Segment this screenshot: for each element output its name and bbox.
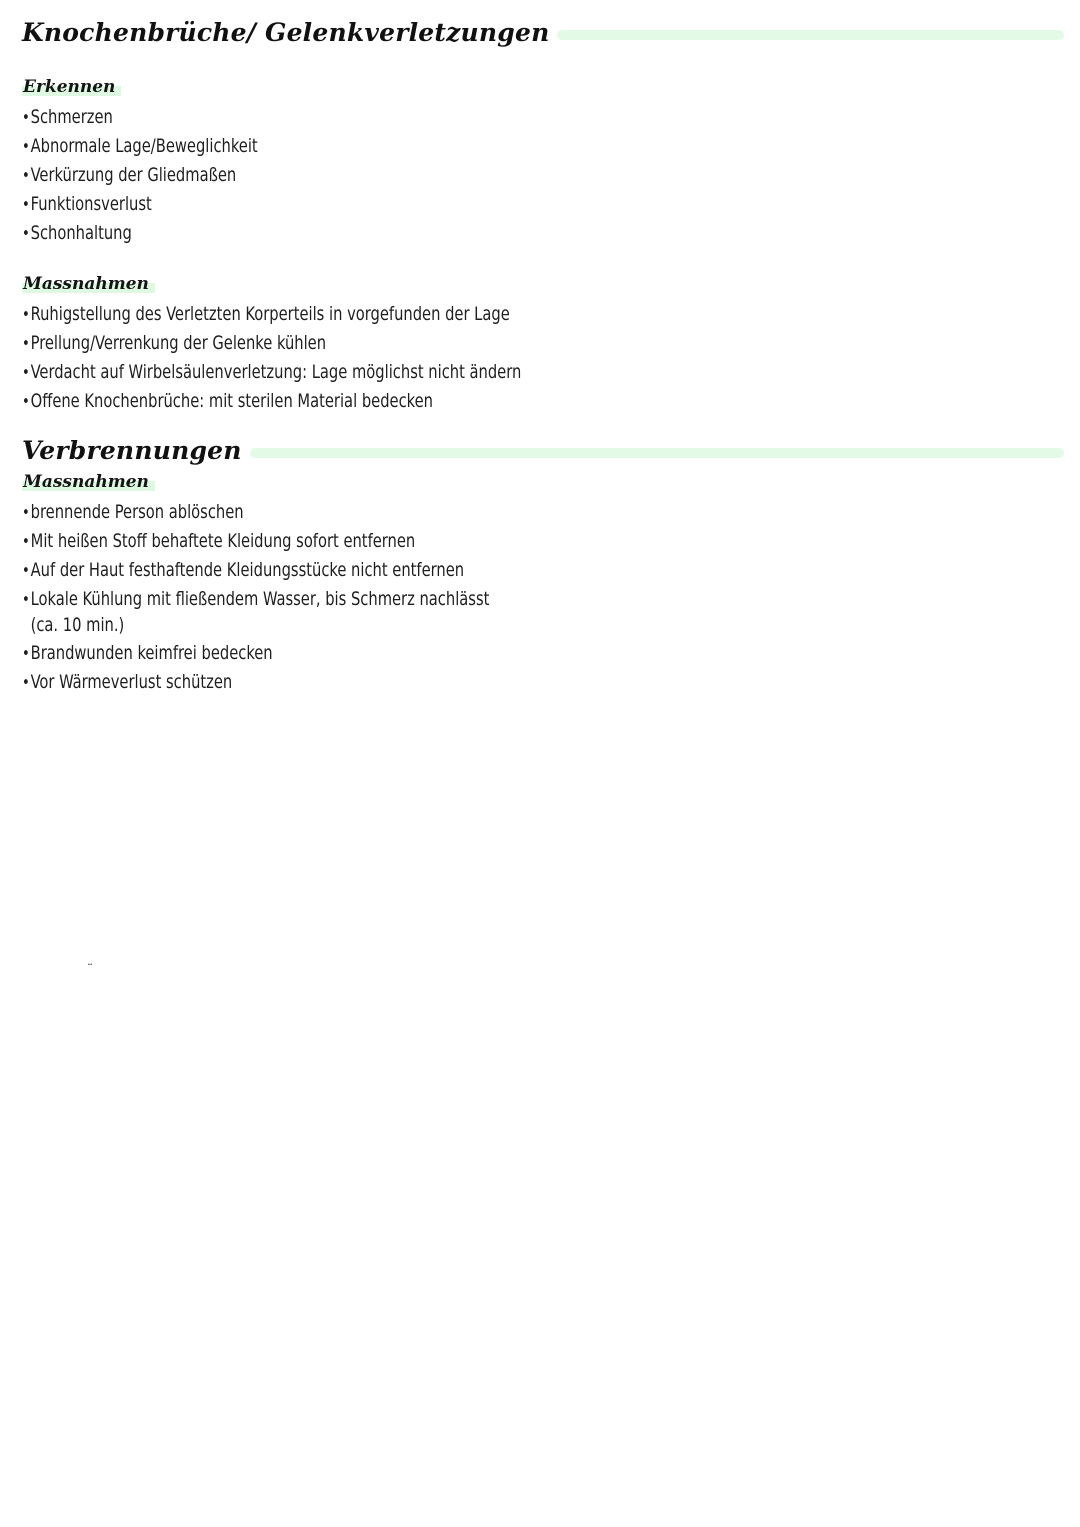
list-item: •brennende Person ablöschen (22, 501, 244, 523)
measures-list-burns (22, 498, 565, 697)
heading-marker-line (557, 30, 1064, 40)
list-item: •Verdacht auf Wirbelsäulenverletzung: Lage möglichst nicht ändern (22, 361, 522, 383)
list-item: •Offene Knochenbrüche: mit sterilen Material bedecken (22, 390, 433, 412)
subheading-measures: Massnahmen (22, 273, 155, 295)
bullet-icon: • (22, 503, 30, 523)
bullet-icon: • (22, 195, 30, 215)
list-item: •Schmerzen (22, 106, 113, 128)
list-item: •Brandwunden keimfrei bedecken (22, 642, 273, 664)
section-heading-row (22, 18, 1064, 47)
measures-list-fractures (22, 300, 603, 416)
bullet-icon: • (22, 644, 30, 664)
list-item: •Abnormale Lage/Beweglichkeit (22, 135, 258, 157)
bullet-icon: • (22, 561, 30, 581)
list-item: •Ruhigstellung des Verletzten Korperteils in vorgefunden der Lage (22, 303, 510, 325)
recognize-list (22, 103, 296, 248)
bullet-icon: • (22, 305, 30, 325)
bullet-icon: • (22, 137, 30, 157)
bullet-icon: • (22, 363, 30, 383)
list-item: •Schonhaltung (22, 222, 132, 244)
bullet-icon: • (22, 108, 30, 128)
list-item: •Vor Wärmeverlust schützen (22, 671, 233, 693)
bullet-icon: • (22, 392, 30, 412)
bullet-icon: • (22, 334, 30, 354)
subheading-measures: Massnahmen (22, 471, 155, 493)
list-item: •Auf der Haut festhaftende Kleidungsstücke nicht entfernen (22, 559, 465, 581)
list-item: •Prellung/Verrenkung der Gelenke kühlen (22, 332, 327, 354)
bullet-icon: • (22, 673, 30, 693)
bullet-icon: • (22, 590, 30, 610)
subheading-recognize: Erkennen (22, 76, 121, 98)
bullet-icon: • (22, 224, 30, 244)
bullet-icon: • (22, 166, 30, 186)
section-title-fractures: Knochenbrüche/ Gelenkverletzungen (22, 18, 550, 47)
list-item: •Verkürzung der Gliedmaßen (22, 164, 237, 186)
list-item: •Lokale Kühlung mit fließendem Wasser, bis Schmerz nachlässt (22, 588, 490, 610)
list-item-continuation: (ca. 10 min.) (30, 614, 125, 636)
list-item: •Funktionsverlust (22, 193, 152, 215)
stray-mark: ¨ (87, 962, 93, 976)
bullet-icon: • (22, 532, 30, 552)
section-title-burns: Verbrennungen (22, 436, 242, 465)
section-heading-row (22, 436, 1064, 465)
heading-marker-line (250, 448, 1064, 458)
list-item: •Mit heißen Stoff behaftete Kleidung sofort entfernen (22, 530, 416, 552)
